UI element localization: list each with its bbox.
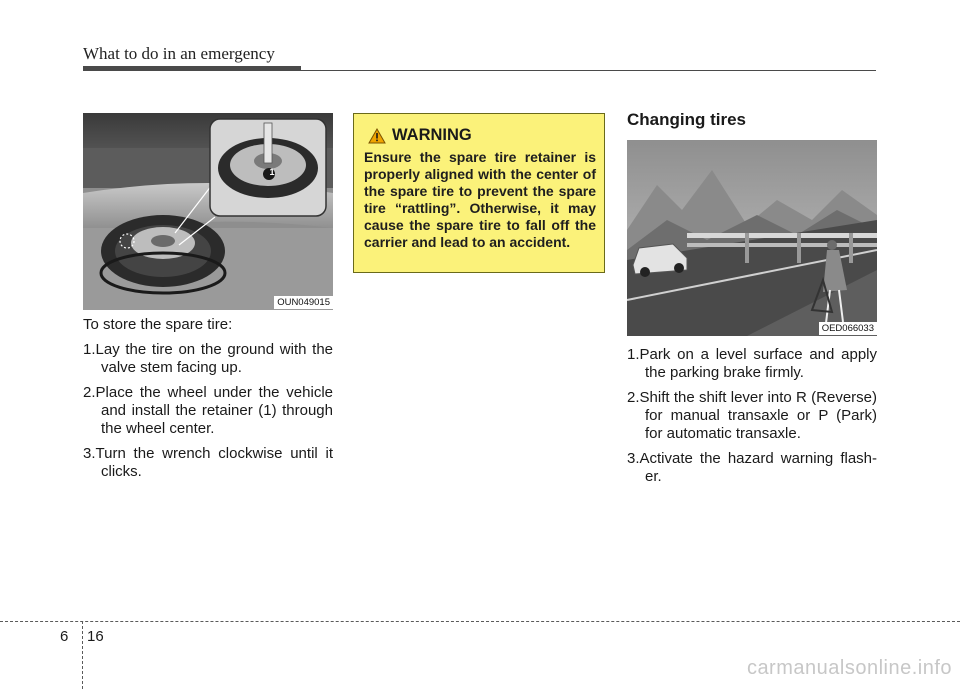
figure-code-label: OED066033 (819, 322, 877, 335)
warning-triangle-icon (368, 128, 386, 144)
left-column (83, 316, 333, 488)
chapter-number: 6 (60, 628, 69, 645)
spare-tire-illustration (83, 113, 333, 310)
section-heading: Changing tires (627, 110, 747, 129)
warning-title (368, 126, 472, 145)
changing-tires-steps (627, 346, 877, 486)
header-rule (83, 70, 876, 71)
step-item: 2.Shift the shift lever into R (Reverse) for manual transaxle or P (Park) for automatic transaxle. (627, 389, 877, 442)
site-watermark: carmanualsonline.info (746, 657, 952, 679)
changing-tires-figure (627, 140, 877, 336)
step-item: 2.Place the wheel under the vehicle and install the retainer (1) through the wheel center. (83, 384, 333, 437)
footer-divider (82, 621, 83, 689)
step-item: 3.Turn the wrench clockwise until it clicks. (83, 445, 333, 480)
spare-tire-figure (83, 113, 333, 310)
step-item: 1.Park on a level surface and apply the parking brake firmly. (627, 346, 877, 381)
right-column (627, 346, 877, 493)
warning-body: Ensure the spare tire retainer is properly aligned with the center of the spare tire to prevent the spare tire “rattling”. Otherwise, it may cause the spare tire to fall off the carrier and lead to an accident. (364, 149, 596, 250)
footer-rule (0, 621, 960, 622)
step-item: 1.Lay the tire on the ground with the valve stem facing up. (83, 341, 333, 376)
store-spare-steps (83, 341, 333, 481)
warning-box (353, 113, 605, 273)
page-number: 16 (87, 628, 104, 645)
retainer-callout-number: 1 (269, 167, 275, 177)
step-item: 3.Activate the hazard warning flash-er. (627, 450, 877, 485)
roadside-illustration (627, 140, 877, 336)
warning-title-text: WARNING (392, 126, 472, 144)
page-header-title: What to do in an emergency (83, 44, 275, 63)
figure-code-label: OUN049015 (274, 296, 333, 309)
store-spare-intro: To store the spare tire: (83, 316, 233, 333)
